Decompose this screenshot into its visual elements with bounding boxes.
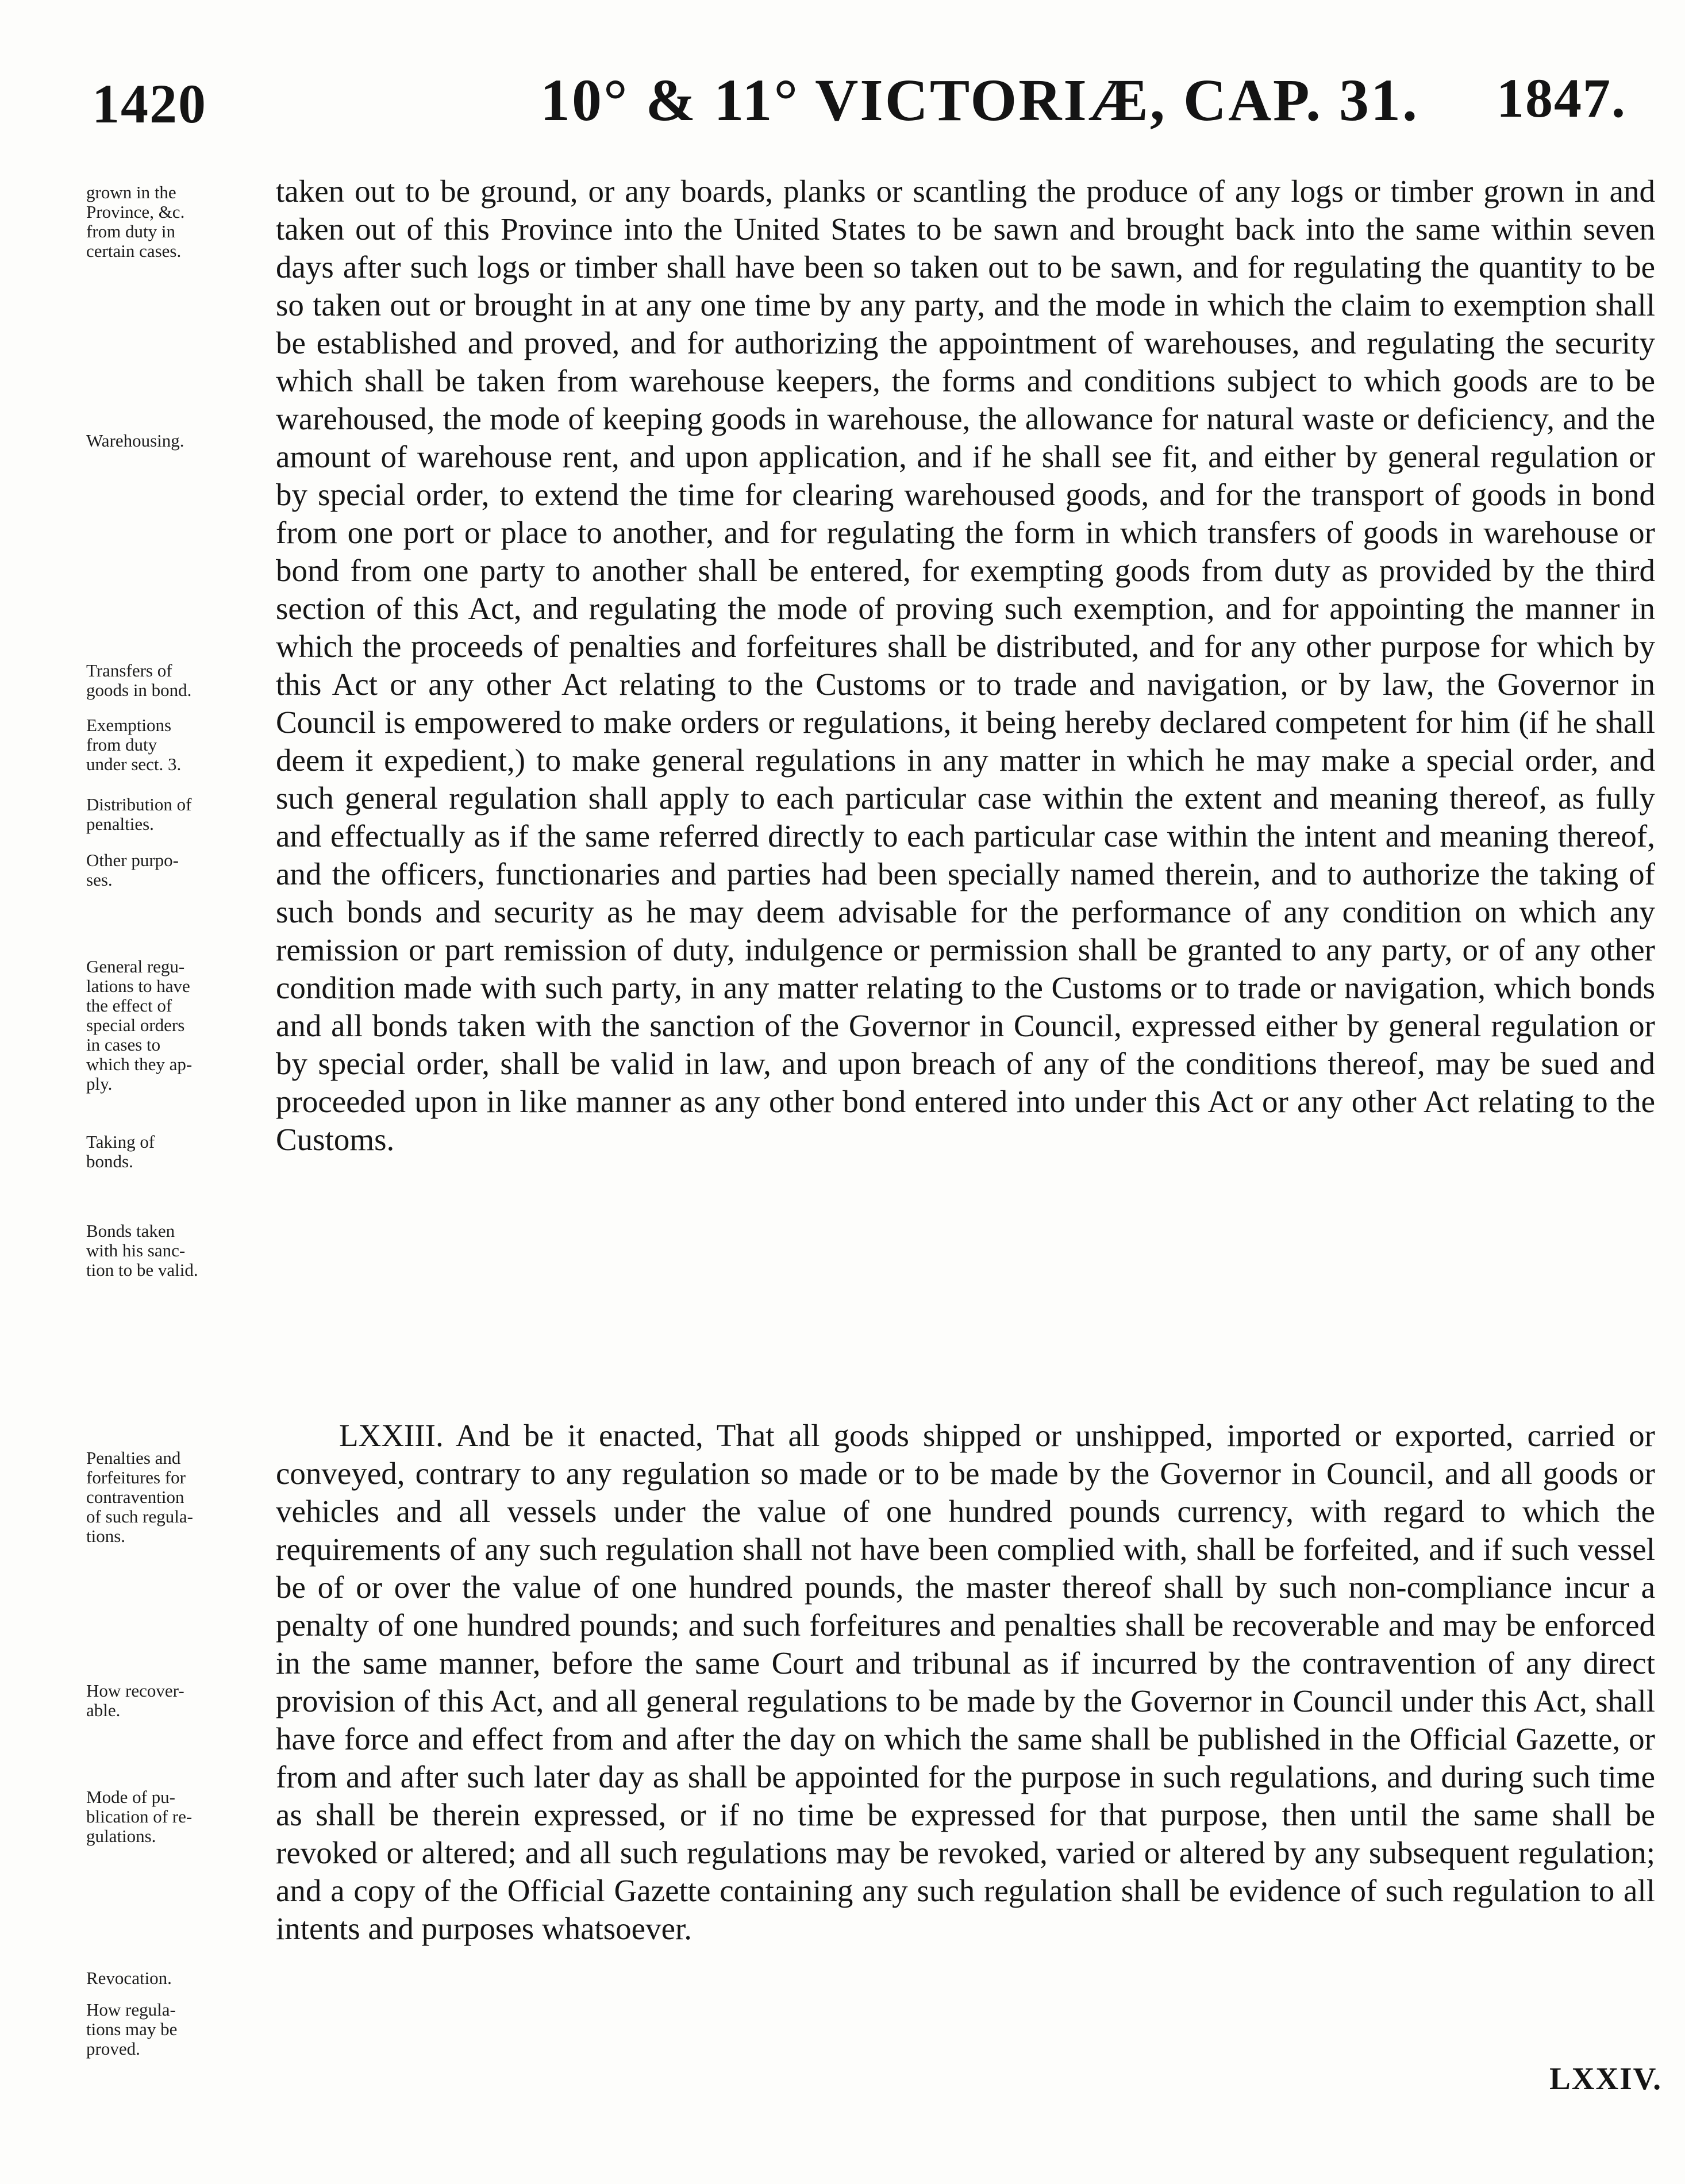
margin-note-recoverable: How recover- able.: [86, 1681, 184, 1720]
margin-note-warehousing: Warehousing.: [86, 430, 184, 451]
margin-note-proof: How regula- tions may be proved.: [86, 2000, 178, 2059]
margin-note-publication: Mode of pu- blication of re- gulations.: [86, 1787, 193, 1846]
margin-note-penalties: Penalties and forfeitures for contravention of such regula- tions.: [86, 1448, 193, 1546]
margin-note-transfers: Transfers of goods in bond.: [86, 660, 192, 700]
paragraph-section-lxxiii: LXXIII. And be it enacted, That all goods shipped or unshipped, imported or exported, carried or conveyed, contrary to any regulation so made or to be made by the Governor in Council, and all goods or vehicles and all vessels under the value of one hundred pounds currency, with regard to which the requirements of any such regulation shall not have been complied with, shall be forfeited, and if such vessel be of or over the value of one hundred pounds, the master thereof shall by such non-compliance incur a penalty of one hundred pounds; and such forfeitures and penalties shall be recoverable and may be enforced in the same manner, before the same Court and tribunal as if incurred by the contravention of any direct provision of this Act, and all general regulations to be made by the Governor in Council under this Act, shall have force and effect from and after the day on which the same shall be published in the Official Gazette, or from and after such later day as shall be appointed for the purpose in such regulations, and during such time as shall be therein expressed, or if no time be expressed for that purpose, then until the same shall be revoked or altered; and all such regulations may be revoked, varied or altered by any subsequent regulation; and a copy of the Official Gazette containing any such regulation shall be evidence of such regulation to all intents and purposes whatsoever.: [276, 1418, 1655, 1946]
margin-note-taking-bonds: Taking of bonds.: [86, 1132, 155, 1171]
page-number: 1420: [92, 73, 207, 134]
paragraph-continuation: taken out to be ground, or any boards, planks or scantling the produce of any logs or timber grown in and taken out of this Province into the United States to be sawn and brought back into the same within seven days after such logs or timber shall have been so taken out to be sawn, and for regulating the quantity to be so taken out or brought in at any one time by any party, and the mode in which the claim to exemption shall be established and proved, and for authorizing the appointment of warehouses, and regulating the security which shall be taken from warehouse keepers, the forms and conditions subject to which goods are to be warehoused, the mode of keeping goods in warehouse, the allowance for natural waste or deficiency, and the amount of warehouse rent, and upon application, and if he shall see fit, and either by general regulation or by special order, to extend the time for clearing warehoused goods, and for the transport of goods in bond from one port or place to another, and for regulating the form in which transfers of goods in warehouse or bond from one party to another shall be entered, for exempting goods from duty as provided by the third section of this Act, and regulating the mode of proving such exemption, and for appointing the manner in which the proceeds of penalties and forfeitures shall be distributed, and for any other purpose for which by this Act or any other Act relating to the Customs or to trade and navigation, or by law, the Governor in Council is empowered to make orders or regulations, it being hereby declared competent for him (if he shall deem it expedient,) to make general regulations in any matter in which he may make a special order, and such general regulation shall apply to each particular case within the extent and meaning thereof, as fully and effectually as if the same referred directly to each particular case within the intent and meaning thereof, and the officers, functionaries and parties had been specially named therein, and to authorize the taking of such bonds and security as he may deem advisable for the performance of any condition on which any remission or part remission of duty, indulgence or permission shall be granted to any party, or of any other condition made with such party, in any matter relating to the Customs or to trade or navigation, which bonds and all bonds taken with the sanction of the Governor in Council, expressed either by general regulation or by special order, shall be valid in law, and upon breach of any of the conditions thereof, may be sued and proceeded upon in like manner as any other bond entered into under this Act or any other Act relating to the Customs.: [276, 174, 1655, 1157]
page-year: 1847.: [1497, 67, 1626, 129]
margin-note-exemptions: Exemptions from duty under sect. 3.: [86, 715, 182, 774]
margin-note-distribution: Distribution of penalties.: [86, 794, 192, 834]
margin-note-bonds-valid: Bonds taken with his sanc- tion to be valid.: [86, 1221, 198, 1280]
margin-note-general-regulations: General regu- lations to have the effect of special orders in cases to which they ap- ply.: [86, 956, 193, 1094]
margin-note-produce-exemption: grown in the Province, &c. from duty in certain cases.: [86, 182, 185, 261]
margin-note-revocation: Revocation.: [86, 1968, 172, 1988]
margin-notes: [86, 0, 282, 2184]
catchword: LXXIV.: [1549, 2061, 1662, 2096]
page-header: [92, 66, 1626, 141]
running-title: 10° & 11° VICTORIÆ, CAP. 31.: [540, 67, 1419, 133]
margin-note-other-purposes: Other purpo- ses.: [86, 850, 179, 890]
